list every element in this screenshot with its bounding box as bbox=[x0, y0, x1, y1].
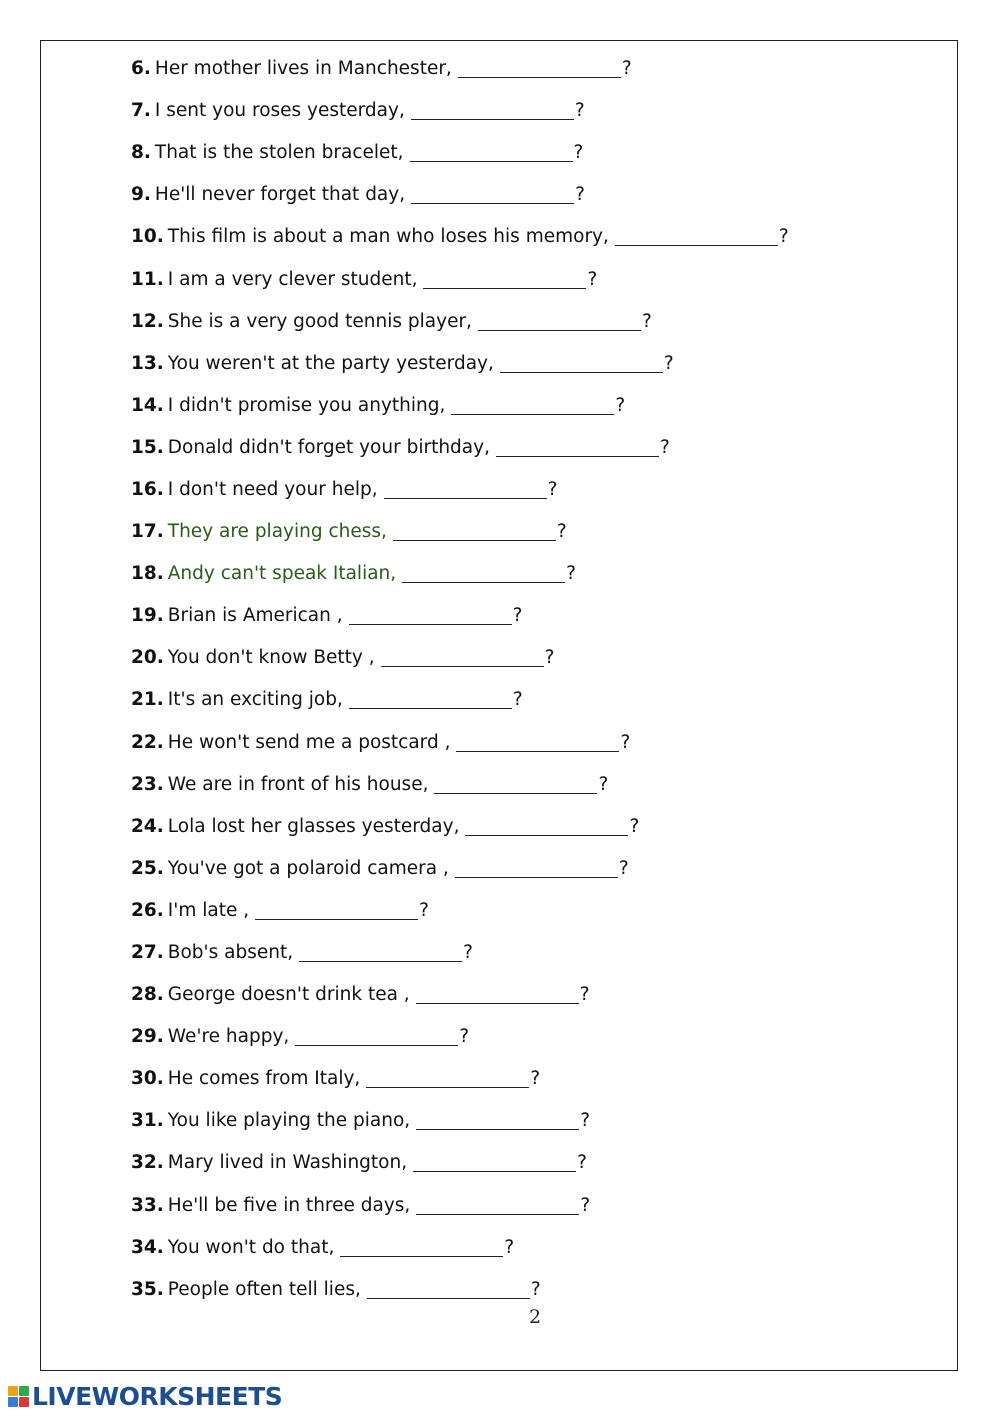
question-number: 29. bbox=[131, 1026, 164, 1048]
question-number: 7. bbox=[131, 100, 151, 122]
question-item bbox=[131, 1227, 789, 1269]
question-text: People often tell lies, bbox=[167, 1278, 361, 1300]
question-number: 34. bbox=[131, 1236, 164, 1258]
question-mark: ? bbox=[512, 605, 523, 627]
liveworksheets-logo bbox=[8, 1381, 282, 1411]
question-item bbox=[131, 722, 789, 764]
question-text: George doesn't drink tea , bbox=[167, 984, 410, 1006]
question-text: You won't do that, bbox=[167, 1236, 335, 1258]
answer-blank-input[interactable] bbox=[411, 186, 574, 204]
question-item bbox=[131, 553, 789, 595]
answer-blank-input[interactable] bbox=[340, 1239, 503, 1257]
question-mark: ? bbox=[663, 352, 674, 374]
question-text: Brian is American , bbox=[167, 605, 343, 627]
question-mark: ? bbox=[530, 1068, 541, 1090]
question-mark: ? bbox=[556, 521, 567, 543]
question-text: I am a very clever student, bbox=[167, 268, 418, 290]
question-text: This film is about a man who loses his memory, bbox=[167, 226, 609, 248]
question-text: He comes from Italy, bbox=[167, 1068, 361, 1090]
question-number: 33. bbox=[131, 1194, 164, 1216]
question-number: 11. bbox=[131, 268, 164, 290]
question-item bbox=[131, 48, 789, 90]
answer-blank-input[interactable] bbox=[411, 102, 574, 120]
question-text: I didn't promise you anything, bbox=[167, 394, 446, 416]
question-number: 30. bbox=[131, 1068, 164, 1090]
question-mark: ? bbox=[621, 58, 632, 80]
question-mark: ? bbox=[587, 268, 598, 290]
question-mark: ? bbox=[419, 899, 429, 921]
question-mark: ? bbox=[504, 1236, 515, 1258]
question-mark: ? bbox=[641, 310, 652, 332]
question-item bbox=[131, 343, 789, 385]
question-number: 22. bbox=[131, 731, 164, 753]
answer-blank-input[interactable] bbox=[349, 691, 512, 709]
question-text: She is a very good tennis player, bbox=[167, 310, 472, 332]
question-item bbox=[131, 890, 789, 932]
answer-blank-input[interactable] bbox=[384, 481, 547, 499]
answer-blank-input[interactable] bbox=[455, 860, 618, 878]
question-item bbox=[131, 174, 789, 216]
question-mark: ? bbox=[566, 563, 576, 585]
question-number: 26. bbox=[131, 899, 164, 921]
question-text: They are playing chess, bbox=[167, 521, 387, 543]
answer-blank-input[interactable] bbox=[367, 1281, 530, 1299]
question-text: Andy can't speak Italian, bbox=[167, 563, 397, 585]
answer-blank-input[interactable] bbox=[478, 313, 641, 331]
question-number: 13. bbox=[131, 352, 164, 374]
question-item bbox=[131, 90, 789, 132]
question-item bbox=[131, 974, 789, 1016]
question-mark: ? bbox=[580, 1110, 591, 1132]
question-item bbox=[131, 764, 789, 806]
question-item bbox=[131, 848, 789, 890]
question-text: Donald didn't forget your birthday, bbox=[167, 436, 490, 458]
question-text: I don't need your help, bbox=[167, 478, 378, 500]
question-number: 23. bbox=[131, 773, 164, 795]
question-number: 25. bbox=[131, 857, 164, 879]
question-text: I'm late , bbox=[167, 899, 250, 921]
answer-blank-input[interactable] bbox=[451, 397, 614, 415]
question-mark: ? bbox=[580, 1194, 591, 1216]
question-number: 12. bbox=[131, 310, 164, 332]
answer-blank-input[interactable] bbox=[423, 271, 586, 289]
question-number: 32. bbox=[131, 1152, 164, 1174]
question-number: 20. bbox=[131, 647, 164, 669]
question-text: You don't know Betty , bbox=[167, 647, 375, 669]
answer-blank-input[interactable] bbox=[402, 565, 565, 583]
question-text: Bob's absent, bbox=[167, 942, 294, 964]
question-number: 35. bbox=[131, 1278, 164, 1300]
question-mark: ? bbox=[512, 689, 523, 711]
question-text: He won't send me a postcard , bbox=[167, 731, 451, 753]
logo-text: LIVEWORKSHEETS bbox=[32, 1381, 283, 1411]
question-item bbox=[131, 1185, 789, 1227]
question-mark: ? bbox=[659, 436, 670, 458]
question-text: You like playing the piano, bbox=[167, 1110, 411, 1132]
question-text: We are in front of his house, bbox=[167, 773, 429, 795]
question-item bbox=[131, 1016, 789, 1058]
question-item bbox=[131, 595, 789, 637]
question-item bbox=[131, 637, 789, 679]
question-list bbox=[131, 48, 789, 1311]
answer-blank-input[interactable] bbox=[434, 776, 597, 794]
answer-blank-input[interactable] bbox=[410, 144, 573, 162]
question-item bbox=[131, 806, 789, 848]
answer-blank-input[interactable] bbox=[615, 228, 778, 246]
question-text: It's an exciting job, bbox=[167, 689, 343, 711]
question-mark: ? bbox=[618, 857, 629, 879]
question-item bbox=[131, 1058, 789, 1100]
question-mark: ? bbox=[778, 226, 789, 248]
question-text: He'll never forget that day, bbox=[154, 184, 406, 206]
question-mark: ? bbox=[620, 731, 631, 753]
question-text: You weren't at the party yesterday, bbox=[167, 352, 494, 374]
question-number: 16. bbox=[131, 478, 164, 500]
question-number: 9. bbox=[131, 184, 151, 206]
answer-blank-input[interactable] bbox=[416, 1197, 579, 1215]
question-mark: ? bbox=[575, 184, 585, 206]
answer-blank-input[interactable] bbox=[349, 607, 512, 625]
answer-blank-input[interactable] bbox=[413, 1154, 576, 1172]
question-item bbox=[131, 301, 789, 343]
question-text: You've got a polaroid camera , bbox=[167, 857, 449, 879]
answer-blank-input[interactable] bbox=[458, 60, 621, 78]
answer-blank-input[interactable] bbox=[299, 944, 462, 962]
question-item bbox=[131, 1142, 789, 1184]
answer-blank-input[interactable] bbox=[255, 902, 418, 920]
question-mark: ? bbox=[615, 394, 626, 416]
question-number: 19. bbox=[131, 605, 164, 627]
question-text: He'll be five in three days, bbox=[167, 1194, 411, 1216]
question-number: 31. bbox=[131, 1110, 164, 1132]
question-mark: ? bbox=[574, 100, 585, 122]
question-number: 17. bbox=[131, 521, 164, 543]
question-text: That is the stolen bracelet, bbox=[154, 142, 404, 164]
question-text: Her mother lives in Manchester, bbox=[154, 58, 452, 80]
question-number: 8. bbox=[131, 142, 151, 164]
answer-blank-input[interactable] bbox=[465, 818, 628, 836]
question-mark: ? bbox=[577, 1152, 587, 1174]
question-text: We're happy, bbox=[167, 1026, 290, 1048]
question-item bbox=[131, 216, 789, 258]
question-mark: ? bbox=[598, 773, 609, 795]
question-text: Lola lost her glasses yesterday, bbox=[167, 815, 460, 837]
question-text: Mary lived in Washington, bbox=[167, 1152, 408, 1174]
answer-blank-input[interactable] bbox=[416, 986, 579, 1004]
question-item bbox=[131, 511, 789, 553]
question-number: 21. bbox=[131, 689, 164, 711]
answer-blank-input[interactable] bbox=[295, 1028, 458, 1046]
page-number: 2 bbox=[528, 1306, 542, 1328]
question-number: 18. bbox=[131, 563, 164, 585]
question-item bbox=[131, 258, 789, 300]
question-mark: ? bbox=[579, 984, 590, 1006]
question-number: 28. bbox=[131, 984, 164, 1006]
question-item bbox=[131, 1269, 789, 1311]
question-item bbox=[131, 932, 789, 974]
question-item bbox=[131, 469, 789, 511]
question-number: 24. bbox=[131, 815, 164, 837]
question-mark: ? bbox=[530, 1278, 541, 1300]
question-text: I sent you roses yesterday, bbox=[154, 100, 405, 122]
question-item bbox=[131, 385, 789, 427]
question-mark: ? bbox=[547, 478, 558, 500]
question-number: 6. bbox=[131, 58, 151, 80]
question-item bbox=[131, 679, 789, 721]
answer-blank-input[interactable] bbox=[496, 439, 659, 457]
liveworksheets-logo-icon bbox=[8, 1386, 29, 1407]
question-item bbox=[131, 132, 789, 174]
answer-blank-input[interactable] bbox=[456, 734, 619, 752]
answer-blank-input[interactable] bbox=[393, 523, 556, 541]
question-mark: ? bbox=[573, 142, 584, 164]
answer-blank-input[interactable] bbox=[500, 355, 663, 373]
answer-blank-input[interactable] bbox=[366, 1070, 529, 1088]
question-number: 27. bbox=[131, 942, 164, 964]
question-number: 14. bbox=[131, 394, 164, 416]
answer-blank-input[interactable] bbox=[381, 649, 544, 667]
question-number: 15. bbox=[131, 436, 164, 458]
answer-blank-input[interactable] bbox=[416, 1112, 579, 1130]
question-mark: ? bbox=[463, 942, 473, 964]
question-number: 10. bbox=[131, 226, 164, 248]
question-item bbox=[131, 1100, 789, 1142]
question-mark: ? bbox=[544, 647, 555, 669]
question-item bbox=[131, 427, 789, 469]
question-mark: ? bbox=[459, 1026, 470, 1048]
question-mark: ? bbox=[629, 815, 640, 837]
